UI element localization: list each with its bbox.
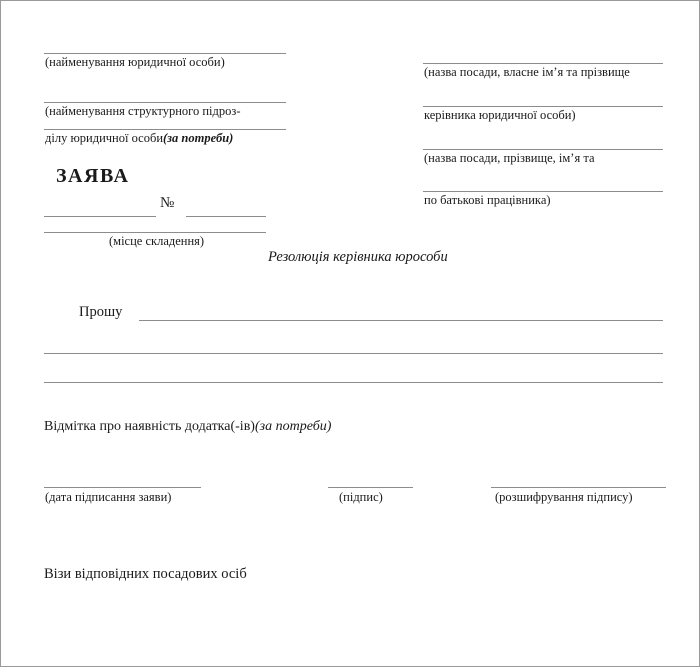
request-rule-3 (44, 382, 663, 383)
right-rule-2 (423, 106, 663, 107)
left-caption-2: (найменування структурного підроз- (45, 104, 241, 118)
left-rule-1 (44, 53, 286, 54)
signature-rule (328, 487, 413, 488)
right-rule-1 (423, 63, 663, 64)
right-caption-1: (назва посади, власне ім’я та прізвище (424, 65, 630, 79)
signature-date-caption: (дата підписання заяви) (45, 490, 172, 504)
left-caption-3 (45, 131, 233, 146)
right-caption-3: (назва посади, прізвище, ім’я та (424, 151, 595, 165)
left-rule-3 (44, 129, 286, 130)
date-rule (44, 216, 156, 217)
attachment-note-italic: (за потреби) (254, 419, 332, 434)
request-label: Прошу (79, 304, 123, 320)
place-caption: (місце складення) (109, 234, 205, 248)
signature-date-rule (44, 487, 201, 488)
page-title: ЗАЯВА (56, 165, 130, 187)
right-caption-4: по батькові працівника) (424, 193, 551, 207)
left-caption-3-text: ділу юридичної особи (45, 131, 164, 145)
visas-label: Візи відповідних посадових осіб (44, 566, 247, 582)
left-rule-2 (44, 102, 286, 103)
signature-caption: (підпис) (339, 490, 383, 504)
number-rule (186, 216, 266, 217)
request-rule-2 (44, 353, 663, 354)
left-caption-1: (найменування юридичної особи) (45, 55, 225, 69)
attachment-note (44, 419, 331, 435)
right-rule-4 (423, 191, 663, 192)
left-caption-3-italic: (за потреби) (163, 131, 234, 145)
signature-name-caption: (розшифрування підпису) (495, 490, 633, 504)
request-rule-1 (139, 320, 663, 321)
resolution-note: Резолюція керівника юрособи (268, 249, 448, 265)
right-rule-3 (423, 149, 663, 150)
attachment-note-text: Відмітка про наявність додатка(-ів) (44, 419, 255, 434)
signature-name-rule (491, 487, 666, 488)
place-rule (44, 232, 266, 233)
right-caption-2: керівника юридичної особи) (424, 108, 576, 122)
number-symbol: № (160, 195, 175, 211)
